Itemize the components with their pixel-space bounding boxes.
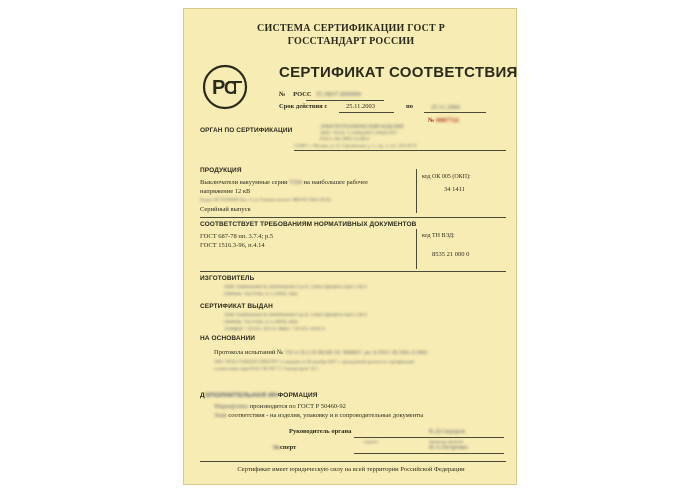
- number-underline: [306, 100, 384, 101]
- basis-label: НА ОСНОВАНИИ: [200, 335, 255, 342]
- organ-head-label: Руководитель органа: [289, 428, 352, 435]
- basis-line-1-part-1: Протокола испытаний №: [214, 349, 284, 356]
- organ-sign-caption: подпись: [364, 439, 378, 444]
- product-line-4: Серийный выпуск: [200, 206, 251, 213]
- tnved-value: 8535 21 000 0: [432, 251, 470, 258]
- manufacturer-label: ИЗГОТОВИТЕЛЬ: [200, 275, 255, 282]
- additional-line-2: [214, 412, 423, 419]
- number-prefix: №: [279, 91, 286, 98]
- manufacturer-line-1: ABB Trasmissione & Distribuzione S.p.A. Unita Operativa Sace T.M.S: [224, 285, 368, 290]
- expert-suffix: сперт: [280, 444, 297, 451]
- issued-to-line-3: Телефон: +39 035 395111 Факс: +39 035 395874: [224, 327, 325, 332]
- product-line-1: [200, 179, 368, 186]
- organ-head-underline: [354, 437, 504, 438]
- issued-to-line-2: Dalmine, Via Friuli, 4, I-24044, Italy: [224, 320, 298, 325]
- product-line-1-part-1: Выключатели вакуумные серии: [200, 179, 288, 186]
- organ-underline: [294, 150, 506, 151]
- okp-label: код ОК 005 (ОКП):: [422, 174, 471, 180]
- product-label: ПРОДУКЦИЯ: [200, 167, 242, 174]
- expert-name: Н.А.Петренко: [429, 444, 468, 451]
- system-title: СИСТЕМА СЕРТИФИКАЦИИ ГОСТ Р: [257, 23, 445, 34]
- organ-line-4: 123007, г. Москва, ул. Б. Сергиевская, д. 1, стр. 3, тел. 254-20-55: [294, 143, 417, 148]
- additional-line-1-blurred: Маркировка: [214, 403, 249, 410]
- additional-line-1-text: производится по ГОСТ Р 50460-92: [249, 403, 346, 410]
- additional-label-suffix: ФОРМАЦИЯ: [277, 392, 318, 399]
- validity-label: Срок действия с: [279, 103, 328, 110]
- additional-line-2-text: соответствия - на изделия, упаковку и в сопроводительные документы: [228, 412, 424, 419]
- requirements-label: СООТВЕТСТВУЕТ ТРЕБОВАНИЯМ НОРМАТИВНЫХ ДОКУМЕНТОВ: [200, 221, 417, 228]
- certificate-document: [183, 8, 517, 485]
- manufacturer-top-rule: [200, 271, 506, 272]
- rst-mark-icon: [202, 64, 248, 110]
- number-code: РОСС: [293, 91, 312, 98]
- additional-line-2-blurred: Знак: [214, 412, 227, 419]
- product-series: VD4: [289, 179, 302, 186]
- tnved-divider: [416, 229, 417, 269]
- organ-line-3: РОСС RU.0001.11ЛВ37: [320, 137, 371, 142]
- date-from-underline: [339, 112, 394, 113]
- number-value: IT.ЛВ37.В00000: [316, 91, 361, 98]
- footer-rule: [200, 461, 506, 462]
- serial-prefix: №: [428, 117, 435, 124]
- certificate-title: СЕРТИФИКАТ СООТВЕТСТВИЯ: [279, 64, 518, 81]
- organ-head-name: К.Д.Сидоров: [429, 428, 465, 435]
- footer-text: Сертификат имеет юридическую силу на всей территории Российской Федерации: [237, 466, 465, 473]
- manufacturer-line-2: Dalmine, Via Friuli, 4, I-24044, Italy: [224, 292, 298, 297]
- product-line-1-part-2: на наибольшее рабочее: [303, 179, 369, 186]
- additional-line-1: [214, 403, 346, 410]
- okp-value: 34 1411: [444, 186, 465, 193]
- basis-line-1: [214, 349, 427, 356]
- svg-text:С: С: [224, 78, 237, 98]
- basis-line-3: соответствия серии РОСС ВСТН 7.5 "Электропром" № 1: [214, 366, 319, 371]
- basis-line-1-blurred: 7/03 от 20.11.03 ИЦ ВВ ЭА "ВНИИЭ", per. № РОСС RU.0001.21ЭИ03: [284, 351, 428, 356]
- organ-initials-caption: инициалы, фамилия: [429, 439, 464, 444]
- additional-label: [200, 392, 318, 399]
- issued-to-line-1: ABB Trasmissione & Distribuzione S.p.A. Unita Operativa Sace T.M.S: [224, 313, 368, 318]
- expert-underline: [354, 453, 504, 454]
- requirements-top-rule: [200, 217, 506, 218]
- product-line-3: Кодекс ВСЛ2500000 Кат. А.см Техники каталог ЗИП.00 С004 (ТБ.К): [200, 197, 331, 202]
- serial-number: [428, 117, 459, 124]
- organ-line-1: ЭЛЕКТРОТЕХНИЧЕСКИЙ ИЗДЕЛИЙ: [320, 125, 404, 130]
- issued-to-label: СЕРТИФИКАТ ВЫДАН: [200, 303, 273, 310]
- serial-value: 0087722: [436, 117, 459, 124]
- okp-divider: [416, 169, 417, 213]
- organ-label: ОРГАН ПО СЕРТИФИКАЦИИ: [200, 127, 293, 134]
- to-label: по: [406, 103, 413, 110]
- expert-prefix: Эк: [272, 444, 280, 451]
- additional-label-blurred: ОПОЛНИТЕЛЬНАЯ ИН: [204, 392, 278, 399]
- expert-label: [272, 444, 296, 451]
- date-to-underline: [424, 112, 486, 113]
- date-from: 25.11.2003: [346, 103, 376, 110]
- number-row: [279, 91, 361, 98]
- gosstandart-title: ГОССТАНДАРТ РОССИИ: [287, 36, 415, 47]
- organ-line-2: АНО "НТЦ "СТАНДАРТЭЛЕКТРО": [320, 131, 399, 136]
- date-to: 25.11.2006: [431, 104, 461, 111]
- additional-label-prefix: Д: [200, 392, 205, 399]
- requirements-line-1: ГОСТ 687-78 пп. 3.7.4; р.5: [200, 233, 274, 240]
- basis-line-2: АНО "НТЦ СТАНДАРТЭЛЕКТРО" и сведения по 00 декабря 2007 г., проведенной органом по сертификации: [214, 359, 415, 364]
- requirements-line-2: ГОСТ 1516.3-96, п.4.14: [200, 242, 265, 249]
- svg-text:Р: Р: [212, 77, 226, 99]
- product-line-2: напряжение 12 кВ: [200, 188, 251, 195]
- tnved-label: код ТН ВЭД:: [422, 233, 455, 239]
